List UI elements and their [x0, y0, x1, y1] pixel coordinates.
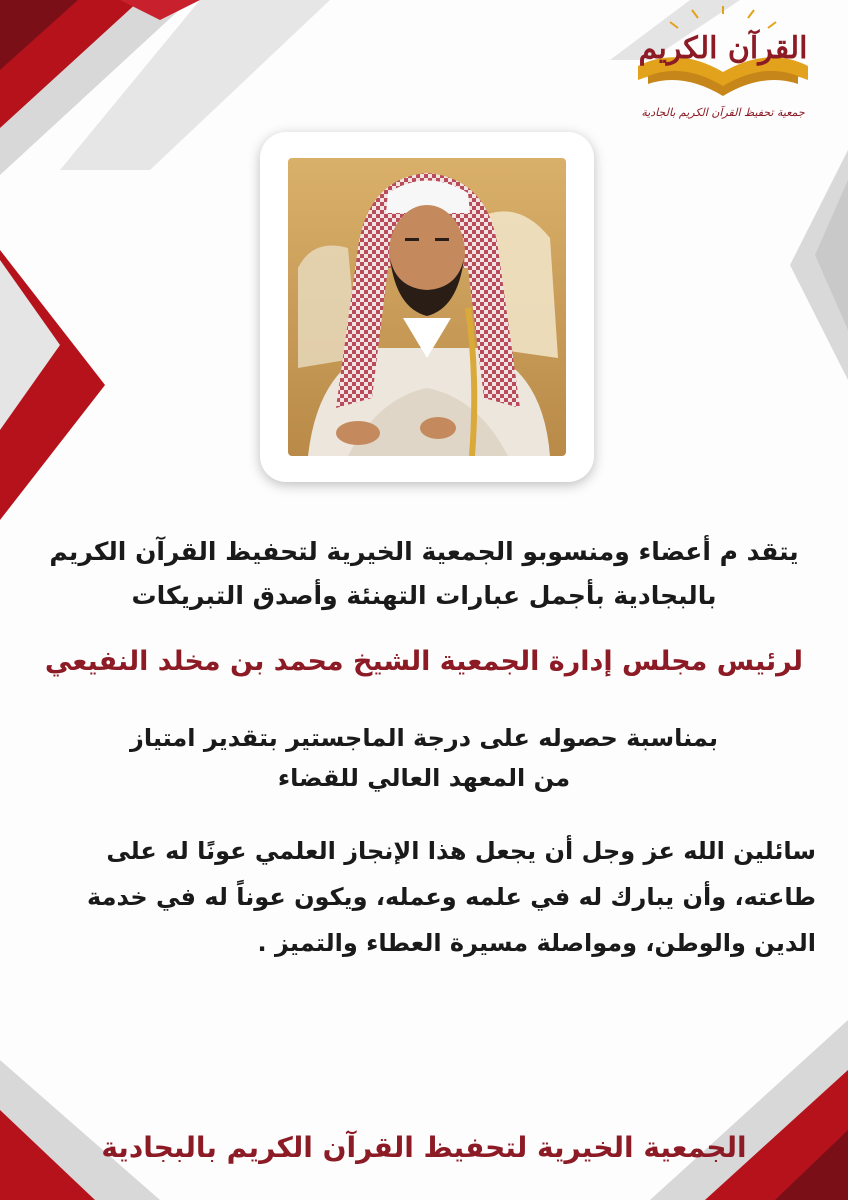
- occasion-paragraph: [20, 718, 828, 798]
- prayer-line-3: الدين والوطن، ومواصلة مسيرة العطاء والتميز .: [257, 929, 816, 957]
- intro-line-1: يتقد م أعضاء ومنسوبو الجمعية الخيرية لتحفيظ القرآن الكريم: [49, 537, 799, 566]
- svg-text:القرآن الكريم: القرآن الكريم: [638, 31, 808, 66]
- logo-caption: جمعية تحفيظ القرآن الكريم بالجادية: [641, 106, 805, 119]
- organization-logo: [628, 6, 818, 136]
- occasion-line-2: من المعهد العالي للقضاء: [277, 764, 571, 792]
- intro-paragraph: [20, 530, 828, 618]
- footer-organization-name: الجمعية الخيرية لتحفيظ القرآن الكريم بالبجادية: [101, 1131, 747, 1164]
- occasion-line-1: بمناسبة حصوله على درجة الماجستير بتقدير امتياز: [130, 724, 718, 752]
- prayer-line-2: طاعته، وأن يبارك له في علمه وعمله، ويكون عوناً له في خدمة: [87, 883, 816, 911]
- prayer-paragraph: [20, 828, 828, 966]
- intro-line-2: بالبجادية بأجمل عبارات التهنئة وأصدق التبريكات: [131, 581, 717, 610]
- honoree-line: لرئيس مجلس إدارة الجمعية الشيخ محمد بن مخلد النفيعي: [44, 646, 804, 677]
- photo-frame: [260, 132, 594, 482]
- prayer-line-1: سائلين الله عز وجل أن يجعل هذا الإنجاز العلمي عونًا له على: [106, 837, 816, 865]
- portrait-image: [288, 158, 566, 456]
- quran-book-logo-icon: [628, 6, 818, 104]
- portrait-photo: [288, 158, 566, 456]
